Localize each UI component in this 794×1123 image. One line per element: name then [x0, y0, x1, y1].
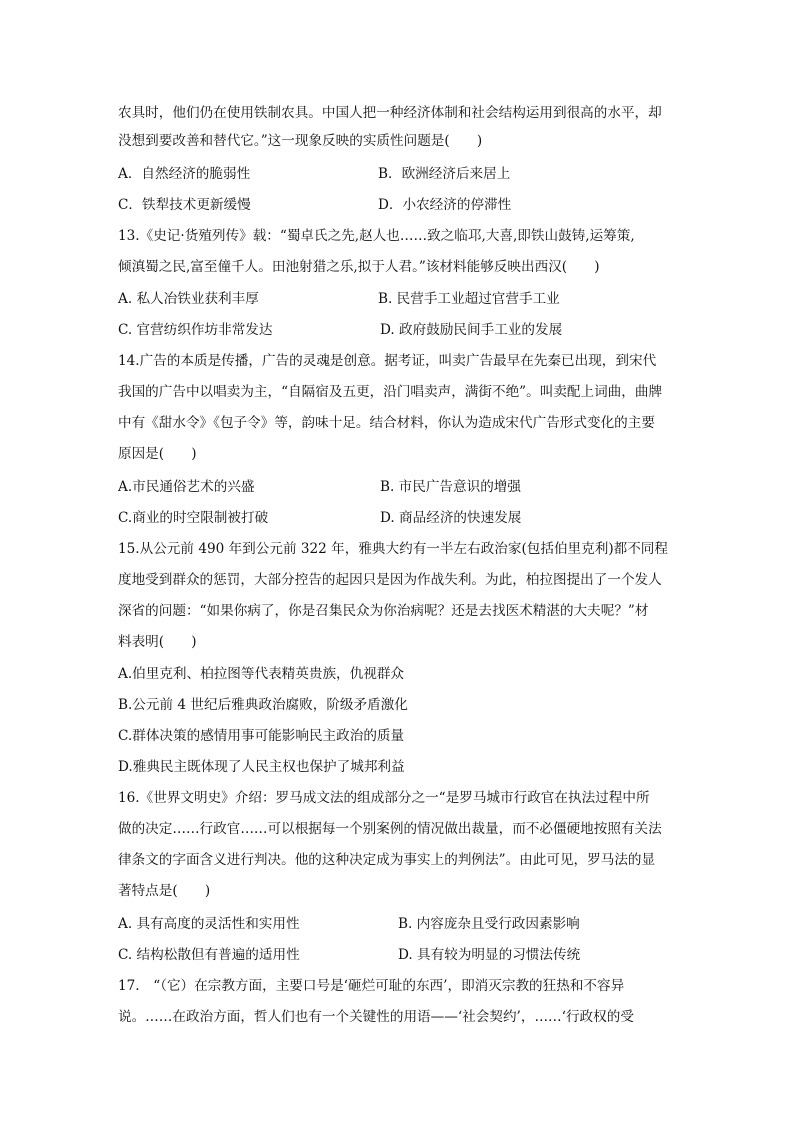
- q17-line-1: 17. “（它）在宗教方面，主要口号是‘砸烂可耻的东西’，即消灭宗教的狂热和不容异: [118, 978, 625, 994]
- q16-option-c: C. 结构松散但有普遍的适用性: [118, 947, 300, 963]
- q16-line-3: 律条文的字面含义进行判决。他的这种决定成为事实上的判例法”。由此可见，罗马法的显: [118, 852, 656, 868]
- q15-line-3: 深省的问题：“如果你病了，你是召集民众为你治病呢？还是去找医术精湛的大夫呢？”材: [118, 603, 649, 619]
- q16-line-4: 著特点是( ): [118, 883, 211, 899]
- q13-line-2: 倾滇蜀之民,富至僮千人。田池射猎之乐,拟于人君。”该材料能够反映出西汉( ): [118, 259, 600, 275]
- q13-option-a: A. 私人冶铁业获利丰厚: [118, 291, 259, 307]
- q14-option-b: B. 市民广告意识的增强: [380, 479, 521, 495]
- q13-option-c: C. 官营纺织作坊非常发达: [118, 322, 273, 338]
- q15-option-c: C.群体决策的感情用事可能影响民主政治的质量: [118, 728, 405, 744]
- q17-line-2: 说。……在政治方面，哲人们也有一个关键性的用语——‘社会契约’，……‘行政权的受: [118, 1009, 634, 1025]
- q13-line-1: 13.《史记·货殖列传》载：“蜀卓氏之先,赵人也……致之临邛,大喜,即铁山鼓铸,运筹策,: [118, 228, 635, 244]
- q14-line-4: 原因是( ): [118, 446, 197, 462]
- intro-option-b: B．欧洲经济后来居上: [378, 166, 511, 182]
- q15-option-b: B.公元前 4 世纪后雅典政治腐败，阶级矛盾激化: [118, 697, 408, 713]
- q14-line-3: 中有《甜水令》《包子令》等，韵味十足。结合材料，你认为造成宋代广告形式变化的主要: [118, 415, 655, 431]
- q14-line-2: 我国的广告中以唱卖为主，“自隔宿及五更，沿门唱卖声，满街不绝”。叫卖配上词曲，曲牌: [118, 384, 663, 400]
- intro-option-a: A．自然经济的脆弱性: [118, 166, 251, 182]
- q15-option-d: D.雅典民主既体现了人民主权也保护了城邦利益: [118, 759, 405, 775]
- q15-option-a: A.伯里克利、柏拉图等代表精英贵族，仇视群众: [118, 666, 405, 682]
- q15-line-1: 15.从公元前 490 年到公元前 322 年，雅典大约有一半左右政治家(包括伯里克利)都不同程: [118, 541, 668, 557]
- q14-option-a: A.市民通俗艺术的兴盛: [118, 479, 255, 495]
- intro-option-d: D．小农经济的停滞性: [378, 197, 512, 213]
- q16-line-2: 做的决定……行政官……可以根据每一个别案例的情况做出裁量，而不必僵硬地按照有关法: [118, 821, 662, 837]
- q16-option-d: D. 具有较为明显的习惯法传统: [398, 947, 581, 963]
- q15-line-4: 料表明( ): [118, 634, 197, 650]
- q14-line-1: 14.广告的本质是传播，广告的灵魂是创意。据考证，叫卖广告最早在先秦已出现，到宋代: [118, 353, 657, 369]
- q16-line-1: 16.《世界文明史》介绍：罗马成文法的组成部分之一“是罗马城市行政官在执法过程中所: [118, 790, 650, 806]
- intro-line-2: 没想到要改善和替代它。”这一现象反映的实质性问题是( ): [118, 133, 483, 149]
- q14-option-c: C.商业的时空限制被打破: [118, 510, 269, 526]
- q13-option-b: B. 民营手工业超过官营手工业: [378, 291, 560, 307]
- q15-line-2: 度地受到群众的惩罚，大部分控告的起因只是因为作战失利。为此，柏拉图提出了一个发人: [118, 572, 662, 588]
- q16-option-a: A. 具有高度的灵活性和实用性: [118, 916, 300, 932]
- q14-option-d: D. 商品经济的快速发展: [380, 510, 522, 526]
- q13-option-d: D. 政府鼓励民间手工业的发展: [380, 322, 563, 338]
- intro-option-c: C．铁犁技术更新缓慢: [118, 197, 251, 213]
- intro-line-1: 农具时，他们仍在使用铁制农具。中国人把一种经济体制和社会结构运用到很高的水平，却: [118, 105, 662, 121]
- q16-option-b: B. 内容庞杂且受行政因素影响: [398, 916, 580, 932]
